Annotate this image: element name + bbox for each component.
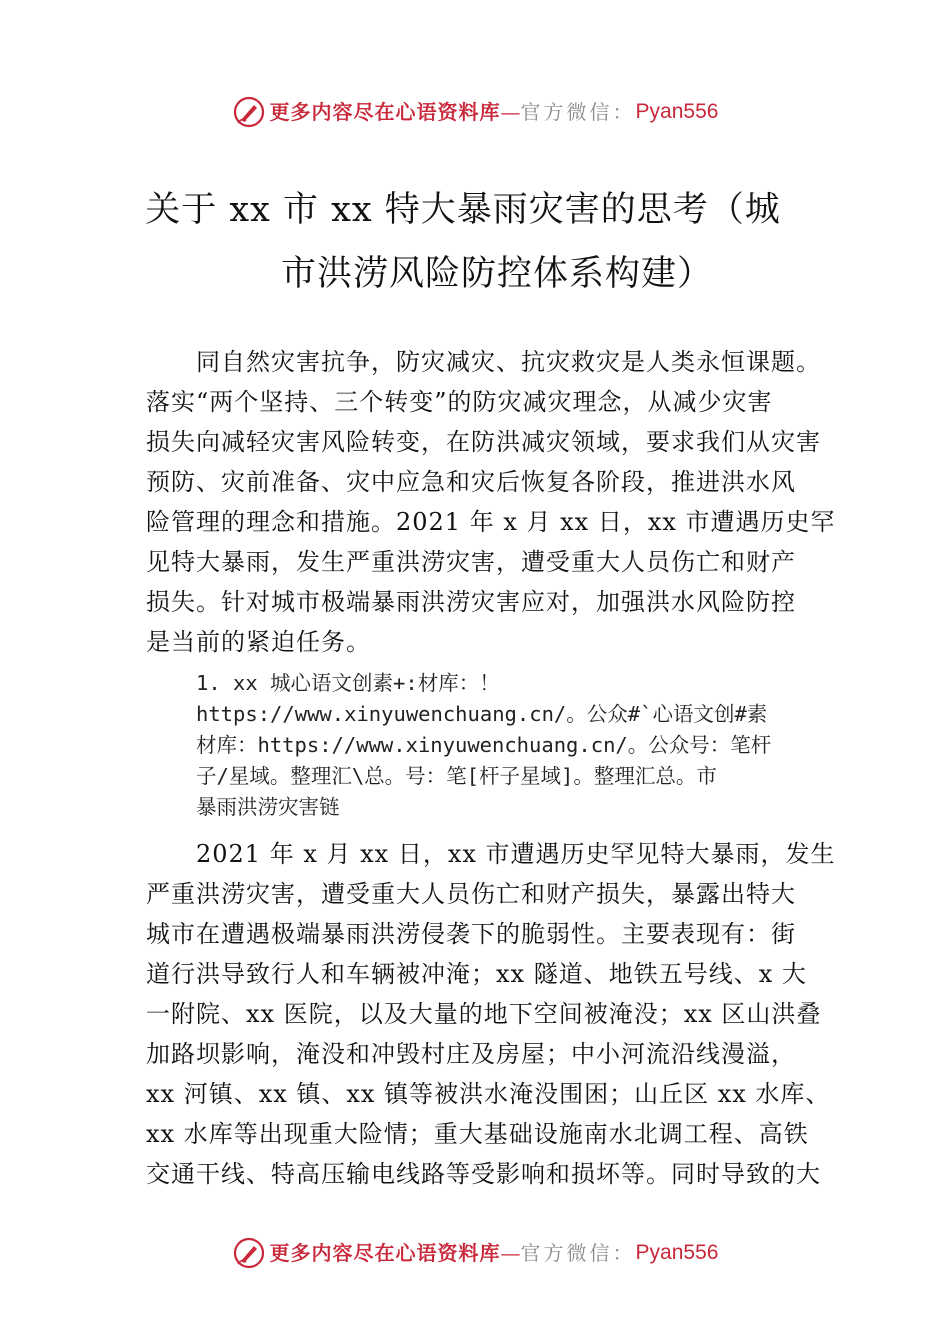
watermark-wechat-label: 官方微信： <box>520 100 636 124</box>
document-title-line-2: 市洪涝风险防控体系构建） <box>280 254 713 294</box>
section-heading-list-item <box>196 668 856 823</box>
text-line: 落实“两个坚持、三个转变”的防灾减灾理念，从减少灾害 <box>146 388 773 416</box>
text-line: 一附院、xx 医院，以及大量的地下空间被淹没；xx 区山洪叠 <box>146 1000 822 1028</box>
text-line: 是当前的紧迫任务。 <box>146 628 371 656</box>
text-line: 城市在遭遇极端暴雨洪涝侵袭下的脆弱性。主要表现有：街 <box>146 920 796 948</box>
watermark-brand-text: 更多内容尽在心语资料库 <box>269 1241 501 1265</box>
paragraph-intro <box>146 342 846 662</box>
text-line: 加路坝影响，淹没和冲毁村庄及房屋；中小河流沿线漫溢， <box>146 1040 796 1068</box>
pen-circle-icon <box>232 95 266 129</box>
watermark-separator: — <box>500 1241 521 1265</box>
list-line: 材库：https://www.xinyuwenchuang.cn/。公众号：笔杆 <box>196 733 772 757</box>
text-line: 损失向减轻灾害风险转变，在防洪减灾领域，要求我们从灾害 <box>146 428 821 456</box>
text-line: xx 河镇、xx 镇、xx 镇等被洪水淹没围困；山丘区 xx 水库、 <box>146 1080 831 1108</box>
watermark-banner-bottom <box>0 1236 950 1270</box>
text-line: 2021 年 x 月 xx 日，xx 市遭遇历史罕见特大暴雨，发生 <box>196 840 836 868</box>
list-line: 子/星域。整理汇\总。号：笔[杆子星域]。整理汇总。市 <box>196 764 717 788</box>
watermark-banner-top <box>0 95 950 129</box>
text-line: 交通干线、特高压输电线路等受影响和损坏等。同时导致的大 <box>146 1160 821 1188</box>
watermark-brand-text: 更多内容尽在心语资料库 <box>269 100 501 124</box>
text-line: 损失。针对城市极端暴雨洪涝灾害应对，加强洪水风险防控 <box>146 588 796 616</box>
text-line: 预防、灾前准备、灾中应急和灾后恢复各阶段，推进洪水风 <box>146 468 796 496</box>
text-line: 同自然灾害抗争，防灾减灾、抗灾救灾是人类永恒课题。 <box>196 348 821 376</box>
list-line: 暴雨洪涝灾害链 <box>196 795 340 819</box>
text-line: 道行洪导致行人和车辆被冲淹；xx 隧道、地铁五号线、x 大 <box>146 960 807 988</box>
text-line: 险管理的理念和措施。2021 年 x 月 xx 日，xx 市遭遇历史罕 <box>146 508 836 536</box>
watermark-wechat-id: Pyan556 <box>635 100 719 123</box>
text-line: 见特大暴雨，发生严重洪涝灾害，遭受重大人员伤亡和财产 <box>146 548 796 576</box>
document-title-line-1: 关于 xx 市 xx 特大暴雨灾害的思考（城 <box>145 190 781 230</box>
pen-circle-icon <box>232 1236 266 1270</box>
watermark-separator: — <box>500 100 521 124</box>
text-line: xx 水库等出现重大险情；重大基础设施南水北调工程、高铁 <box>146 1120 809 1148</box>
watermark-wechat-id: Pyan556 <box>635 1241 719 1264</box>
list-line: 1. xx 城心语文创素+:材库：！ <box>196 671 500 695</box>
text-line: 严重洪涝灾害，遭受重大人员伤亡和财产损失，暴露出特大 <box>146 880 796 908</box>
list-line: https://www.xinyuwenchuang.cn/。公众#`心语文创#素 <box>196 702 768 726</box>
paragraph-disaster-details <box>146 834 846 1194</box>
watermark-wechat-label: 官方微信： <box>520 1241 636 1265</box>
